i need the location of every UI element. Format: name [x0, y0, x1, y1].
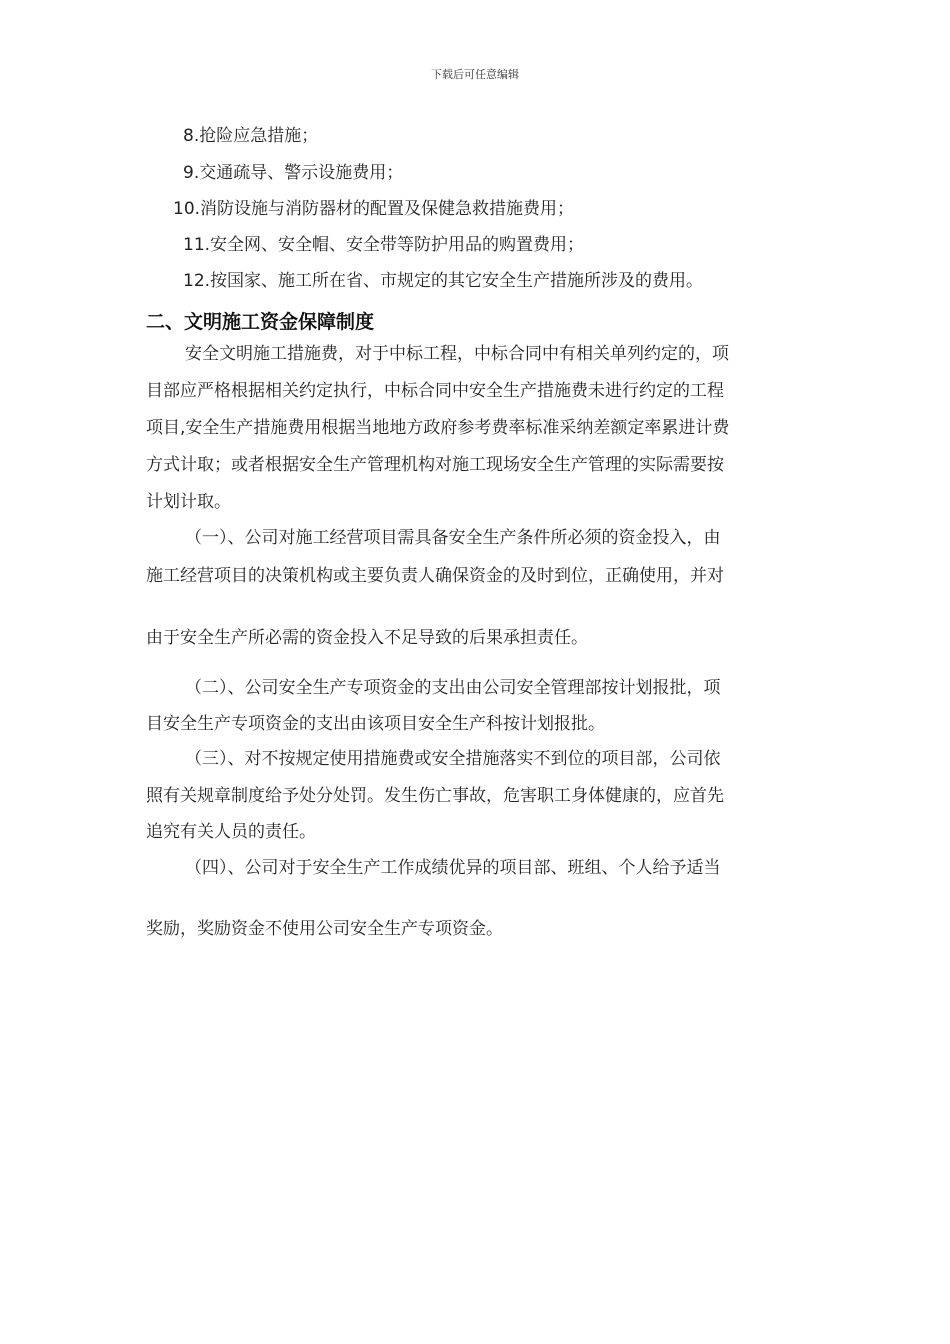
paragraph-line: （四）、公司对于安全生产工作成绩优异的项目部、班组、个人给予适当: [185, 858, 721, 878]
paragraph-line: 目安全生产专项资金的支出由该项目安全生产科按计划报批。: [146, 714, 605, 734]
list-item: 8.抢险应急措施；: [183, 126, 319, 146]
paragraph-line: 由于安全生产所必需的资金投入不足导致的后果承担责任。: [146, 628, 588, 648]
list-item: 11.安全网、安全帽、安全带等防护用品的购置费用；: [183, 235, 585, 255]
paragraph-line: 项目,安全生产措施费用根据当地地方政府参考费率标准采纳差额定率累进计费: [146, 418, 730, 438]
paragraph-line: 奖励，奖励资金不使用公司安全生产专项资金。: [146, 919, 503, 939]
paragraph-line: （二）、公司安全生产专项资金的支出由公司安全管理部按计划报批，项: [185, 678, 721, 698]
paragraph-line: （三）、对不按规定使用措施费或安全措施落实不到位的项目部，公司依: [185, 749, 721, 769]
section-heading: 二、文明施工资金保障制度: [146, 311, 375, 333]
paragraph-line: （一）、公司对施工经营项目需具备安全生产条件所必须的资金投入，由: [185, 528, 721, 548]
paragraph-line: 安全文明施工措施费，对于中标工程，中标合同中有相关单列约定的，项: [185, 344, 729, 364]
list-item: 10.消防设施与消防器材的配置及保健急救措施费用；: [173, 199, 575, 219]
paragraph-line: 目部应严格根据相关约定执行，中标合同中安全生产措施费未进行约定的工程: [146, 381, 724, 401]
list-item: 9.交通疏导、警示设施费用；: [183, 163, 404, 183]
paragraph-line: 计划计取。: [146, 492, 231, 512]
paragraph-line: 追究有关人员的责任。: [146, 822, 316, 842]
page-header: 下载后可任意编辑: [431, 68, 519, 81]
paragraph-line: 施工经营项目的决策机构或主要负责人确保资金的及时到位，正确使用，并对: [146, 566, 724, 586]
list-item: 12.按国家、施工所在省、市规定的其它安全生产措施所涉及的费用。: [183, 271, 704, 291]
paragraph-line: 方式计取；或者根据安全生产管理机构对施工现场安全生产管理的实际需要按: [146, 455, 724, 475]
paragraph-line: 照有关规章制度给予处分处罚。发生伤亡事故，危害职工身体健康的，应首先: [146, 786, 724, 806]
